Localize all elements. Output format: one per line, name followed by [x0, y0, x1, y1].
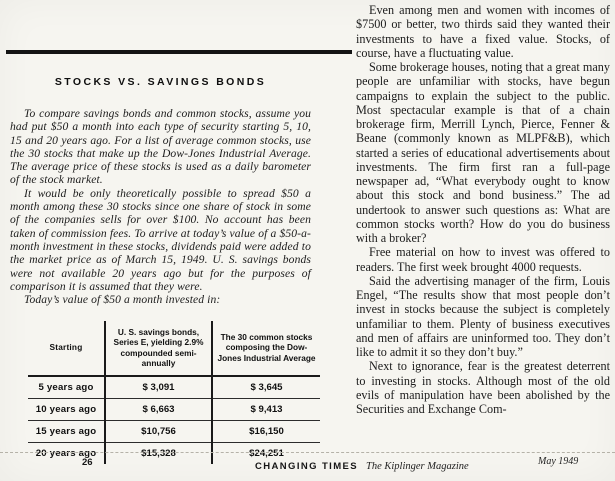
- right-column: [356, 3, 610, 416]
- row-label: 20 years ago: [35, 448, 97, 460]
- body-paragraph: Next to ignorance, fear is the greatest deterrent to investing in stocks. Although most of the old evils of manipulation have been abolished by the Securities and Exchange Com-: [356, 359, 610, 416]
- body-paragraph: Said the advertising manager of the firm, Louis Engel, “The results show that most people don’t invest in stocks because the subject is completely unfamiliar to them. Plenty of business executives and men of affairs are uninformed too. They don’t like to admit it so they don’t buy.”: [356, 273, 610, 359]
- row-label: 15 years ago: [28, 421, 105, 443]
- stocks-value: $16,150: [212, 421, 320, 443]
- bonds-value: $ 6,663: [105, 399, 212, 421]
- footer-center: [255, 456, 469, 474]
- row-label: 5 years ago: [28, 376, 105, 399]
- row-label: 10 years ago: [28, 399, 105, 421]
- bonds-value: $ 3,091: [105, 376, 212, 399]
- footer-issue-date: May 1949: [538, 456, 579, 467]
- body-paragraph: Even among men and women with incomes of $7500 or better, two thirds said they wanted their investments to have a fixed value. Stocks, of course, have a fluctuating value.: [356, 3, 610, 60]
- stocks-value: $ 3,645: [212, 376, 320, 399]
- bonds-value: $10,756: [105, 421, 212, 443]
- article-heading: STOCKS VS. SAVINGS BONDS: [54, 76, 267, 88]
- section-divider-rule: [6, 50, 352, 54]
- table-row: [28, 376, 320, 399]
- footer-magazine-name: CHANGING TIMES: [255, 461, 358, 472]
- body-paragraph: Free material on how to invest was offered to readers. The first week brought 4000 requests.: [356, 245, 610, 274]
- table-header-row: [28, 321, 320, 376]
- table-intro-line: Today’s value of $50 a month invested in:: [24, 293, 221, 307]
- table-row: [28, 421, 320, 443]
- table-header-dow-jones-stocks: The 30 common stocks composing the Dow-Jones Industrial Average: [212, 321, 320, 376]
- table-header-starting: Starting: [28, 321, 105, 376]
- body-paragraph: Some brokerage houses, noting that a great many people are unfamiliar with stocks, have begun campaigns to explain the subject to the public. Most spectacular example is that of a chain brokerage firm, Merrill Lynch, Pierce, Fenner & Beane (commonly known as MLPF&B), which started a series of educational advertisements about investments. The firm first ran a full-page newspaper ad, “What everybody ought to know about this stock and bond business.” The ad undertook to answer such questions as: What are common stocks worth? How do you do business with a broker?: [356, 60, 610, 245]
- footer-rule: [0, 452, 615, 453]
- lead-paragraph: It would be only theoretically possible to spread $50 a month among these 30 stocks since one share of stock in some of the companies sells for over $100. No account has been taken of commission fees. To arrive at today’s value of a $50-a-month investment in these stocks, dividends paid were added to the market price as of March 15, 1949. U. S. savings bonds were not available 20 years ago but for the purposes of comparison it is assumed that they were.: [10, 186, 311, 293]
- stocks-value: $ 9,413: [212, 399, 320, 421]
- page-number: 26: [82, 457, 93, 468]
- bonds-value: $15,328: [105, 443, 212, 465]
- lead-paragraph: To compare savings bonds and common stocks, assume you had put $50 a month into each type of security starting 5, 10, 15 and 20 years ago. For a list of average common stocks, use the 30 stocks that make up the Dow-Jones Industrial Average. The average price of these stocks is used as a daily barometer of the stock market.: [10, 107, 311, 187]
- comparison-table: [28, 321, 320, 464]
- table-row: [28, 399, 320, 421]
- footer-magazine-subtitle: The Kiplinger Magazine: [366, 461, 469, 472]
- left-column: [10, 76, 311, 306]
- stocks-value: $24,251: [212, 443, 320, 465]
- table-header-savings-bonds: U. S. savings bonds, Series E, yielding 2.9% compounded semi-annually: [105, 321, 212, 376]
